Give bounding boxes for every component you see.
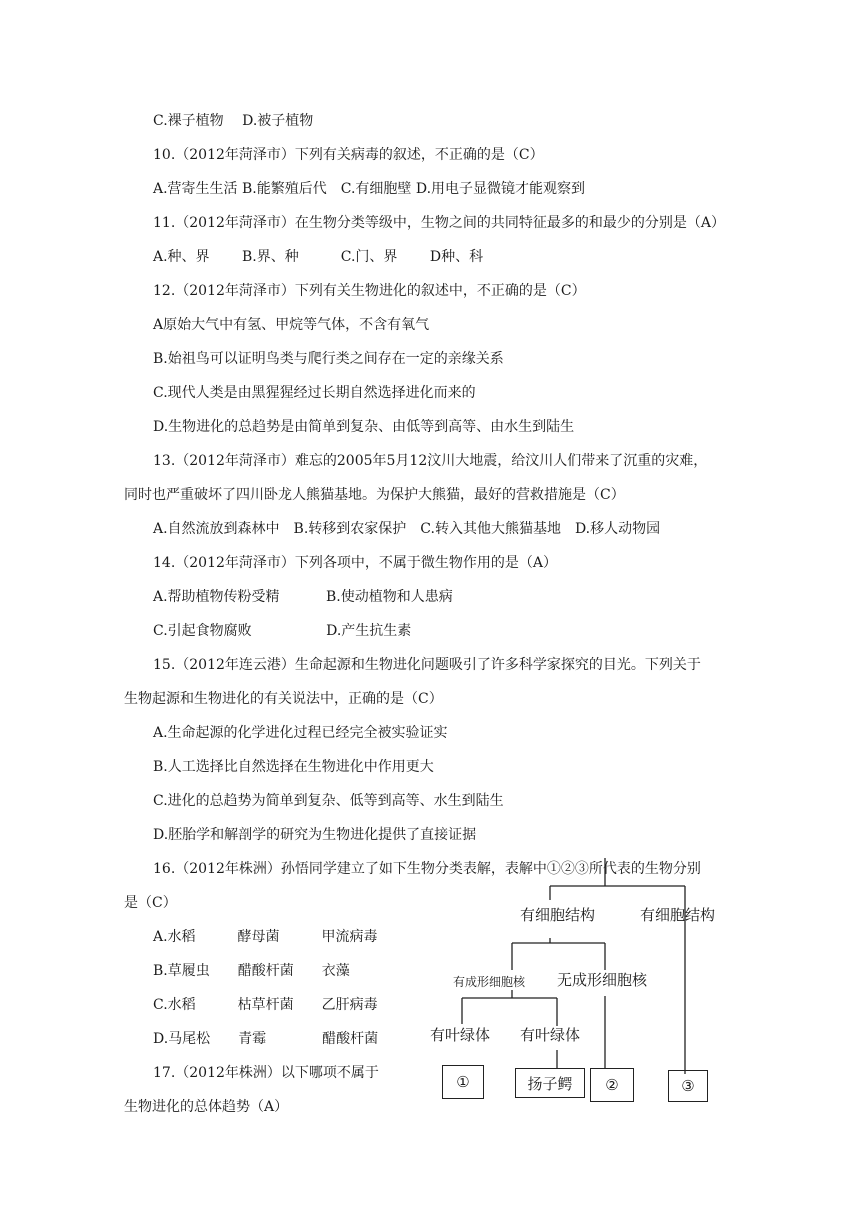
text-line: 生物起源和生物进化的有关说法中，正确的是（C） xyxy=(124,691,443,707)
question-16: 16.（2012年株洲）孙悟同学建立了如下生物分类表解，表解中①②③所代表的生物分别 xyxy=(153,861,701,877)
text-line: D.胚胎学和解剖学的研究为生物进化提供了直接证据 xyxy=(153,827,477,843)
text-line: B.草履虫 醋酸杆菌 衣藻 xyxy=(153,963,350,979)
text-line: A.生命起源的化学进化过程已经完全被实验证实 xyxy=(153,725,448,741)
question-15: 15.（2012年连云港）生命起源和生物进化问题吸引了许多科学家探究的目光。下列关于 xyxy=(153,657,701,673)
text-line: D.马尾松 青霉 醋酸杆菌 xyxy=(153,1031,379,1047)
diagram-label: 有细胞结构 xyxy=(520,906,596,924)
diagram-box-yangzi-alligator: 扬子鳄 xyxy=(515,1068,585,1098)
text-line: B.始祖鸟可以证明鸟类与爬行类之间存在一定的亲缘关系 xyxy=(153,351,504,367)
text-line: C.现代人类是由黑猩猩经过长期自然选择进化而来的 xyxy=(153,385,476,401)
diagram-label: 无成形细胞核 xyxy=(557,971,648,989)
text-line: 同时也严重破坏了四川卧龙人熊猫基地。为保护大熊猫，最好的营救措施是（C） xyxy=(124,487,625,503)
question-10: 10.（2012年菏泽市）下列有关病毒的叙述，不正确的是（C） xyxy=(153,147,544,163)
diagram-label: 有叶绿体 xyxy=(520,1026,581,1044)
text-line: A.自然流放到森林中 B.转移到农家保护 C.转入其他大熊猫基地 D.移人动物园 xyxy=(153,521,661,537)
question-12: 12.（2012年菏泽市）下列有关生物进化的叙述中，不正确的是（C） xyxy=(153,283,586,299)
text-line: C.引起食物腐败 D.产生抗生素 xyxy=(153,623,412,639)
diagram-box-1: ① xyxy=(442,1065,484,1099)
text-line: D.生物进化的总趋势是由简单到复杂、由低等到高等、由水生到陆生 xyxy=(153,419,575,435)
text-line: 是（C） xyxy=(124,895,177,911)
question-14: 14.（2012年菏泽市）下列各项中，不属于微生物作用的是（A） xyxy=(153,555,558,571)
text-line: A原始大气中有氢、甲烷等气体，不含有氧气 xyxy=(153,317,430,333)
question-17: 17.（2012年株洲）以下哪项不属于 xyxy=(153,1065,379,1081)
text-line: C.水稻 枯草杆菌 乙肝病毒 xyxy=(153,997,378,1013)
text-line: A.种、界 B.界、种 C.门、界 D种、科 xyxy=(153,249,484,265)
text-line: B.人工选择比自然选择在生物进化中作用更大 xyxy=(153,759,434,775)
text-line: C.裸子植物 D.被子植物 xyxy=(153,113,314,129)
text-line: C.进化的总趋势为简单到复杂、低等到高等、水生到陆生 xyxy=(153,793,504,809)
text-line: A.水稻 酵母菌 甲流病毒 xyxy=(153,929,378,945)
question-11: 11.（2012年菏泽市）在生物分类等级中，生物之间的共同特征最多的和最少的分别是（A） xyxy=(153,215,726,231)
text-line: 生物进化的总体趋势（A） xyxy=(124,1099,289,1115)
text-line: A.帮助植物传粉受精 B.使动植物和人患病 xyxy=(153,589,453,605)
text-line: A.营寄生生活 B.能繁殖后代 C.有细胞壁 D.用电子显微镜才能观察到 xyxy=(153,181,586,197)
diagram-label: 有细胞结构 xyxy=(640,906,716,924)
question-13: 13.（2012年菏泽市）难忘的2005年5月12汶川大地震，给汶川人们带来了沉重的灾难， xyxy=(153,453,708,469)
diagram-box-2: ② xyxy=(590,1068,634,1102)
diagram-label: 有成形细胞核 xyxy=(453,975,526,989)
diagram-box-3: ③ xyxy=(668,1070,708,1102)
classification-diagram xyxy=(430,848,730,1108)
diagram-label: 有叶绿体 xyxy=(430,1026,491,1044)
